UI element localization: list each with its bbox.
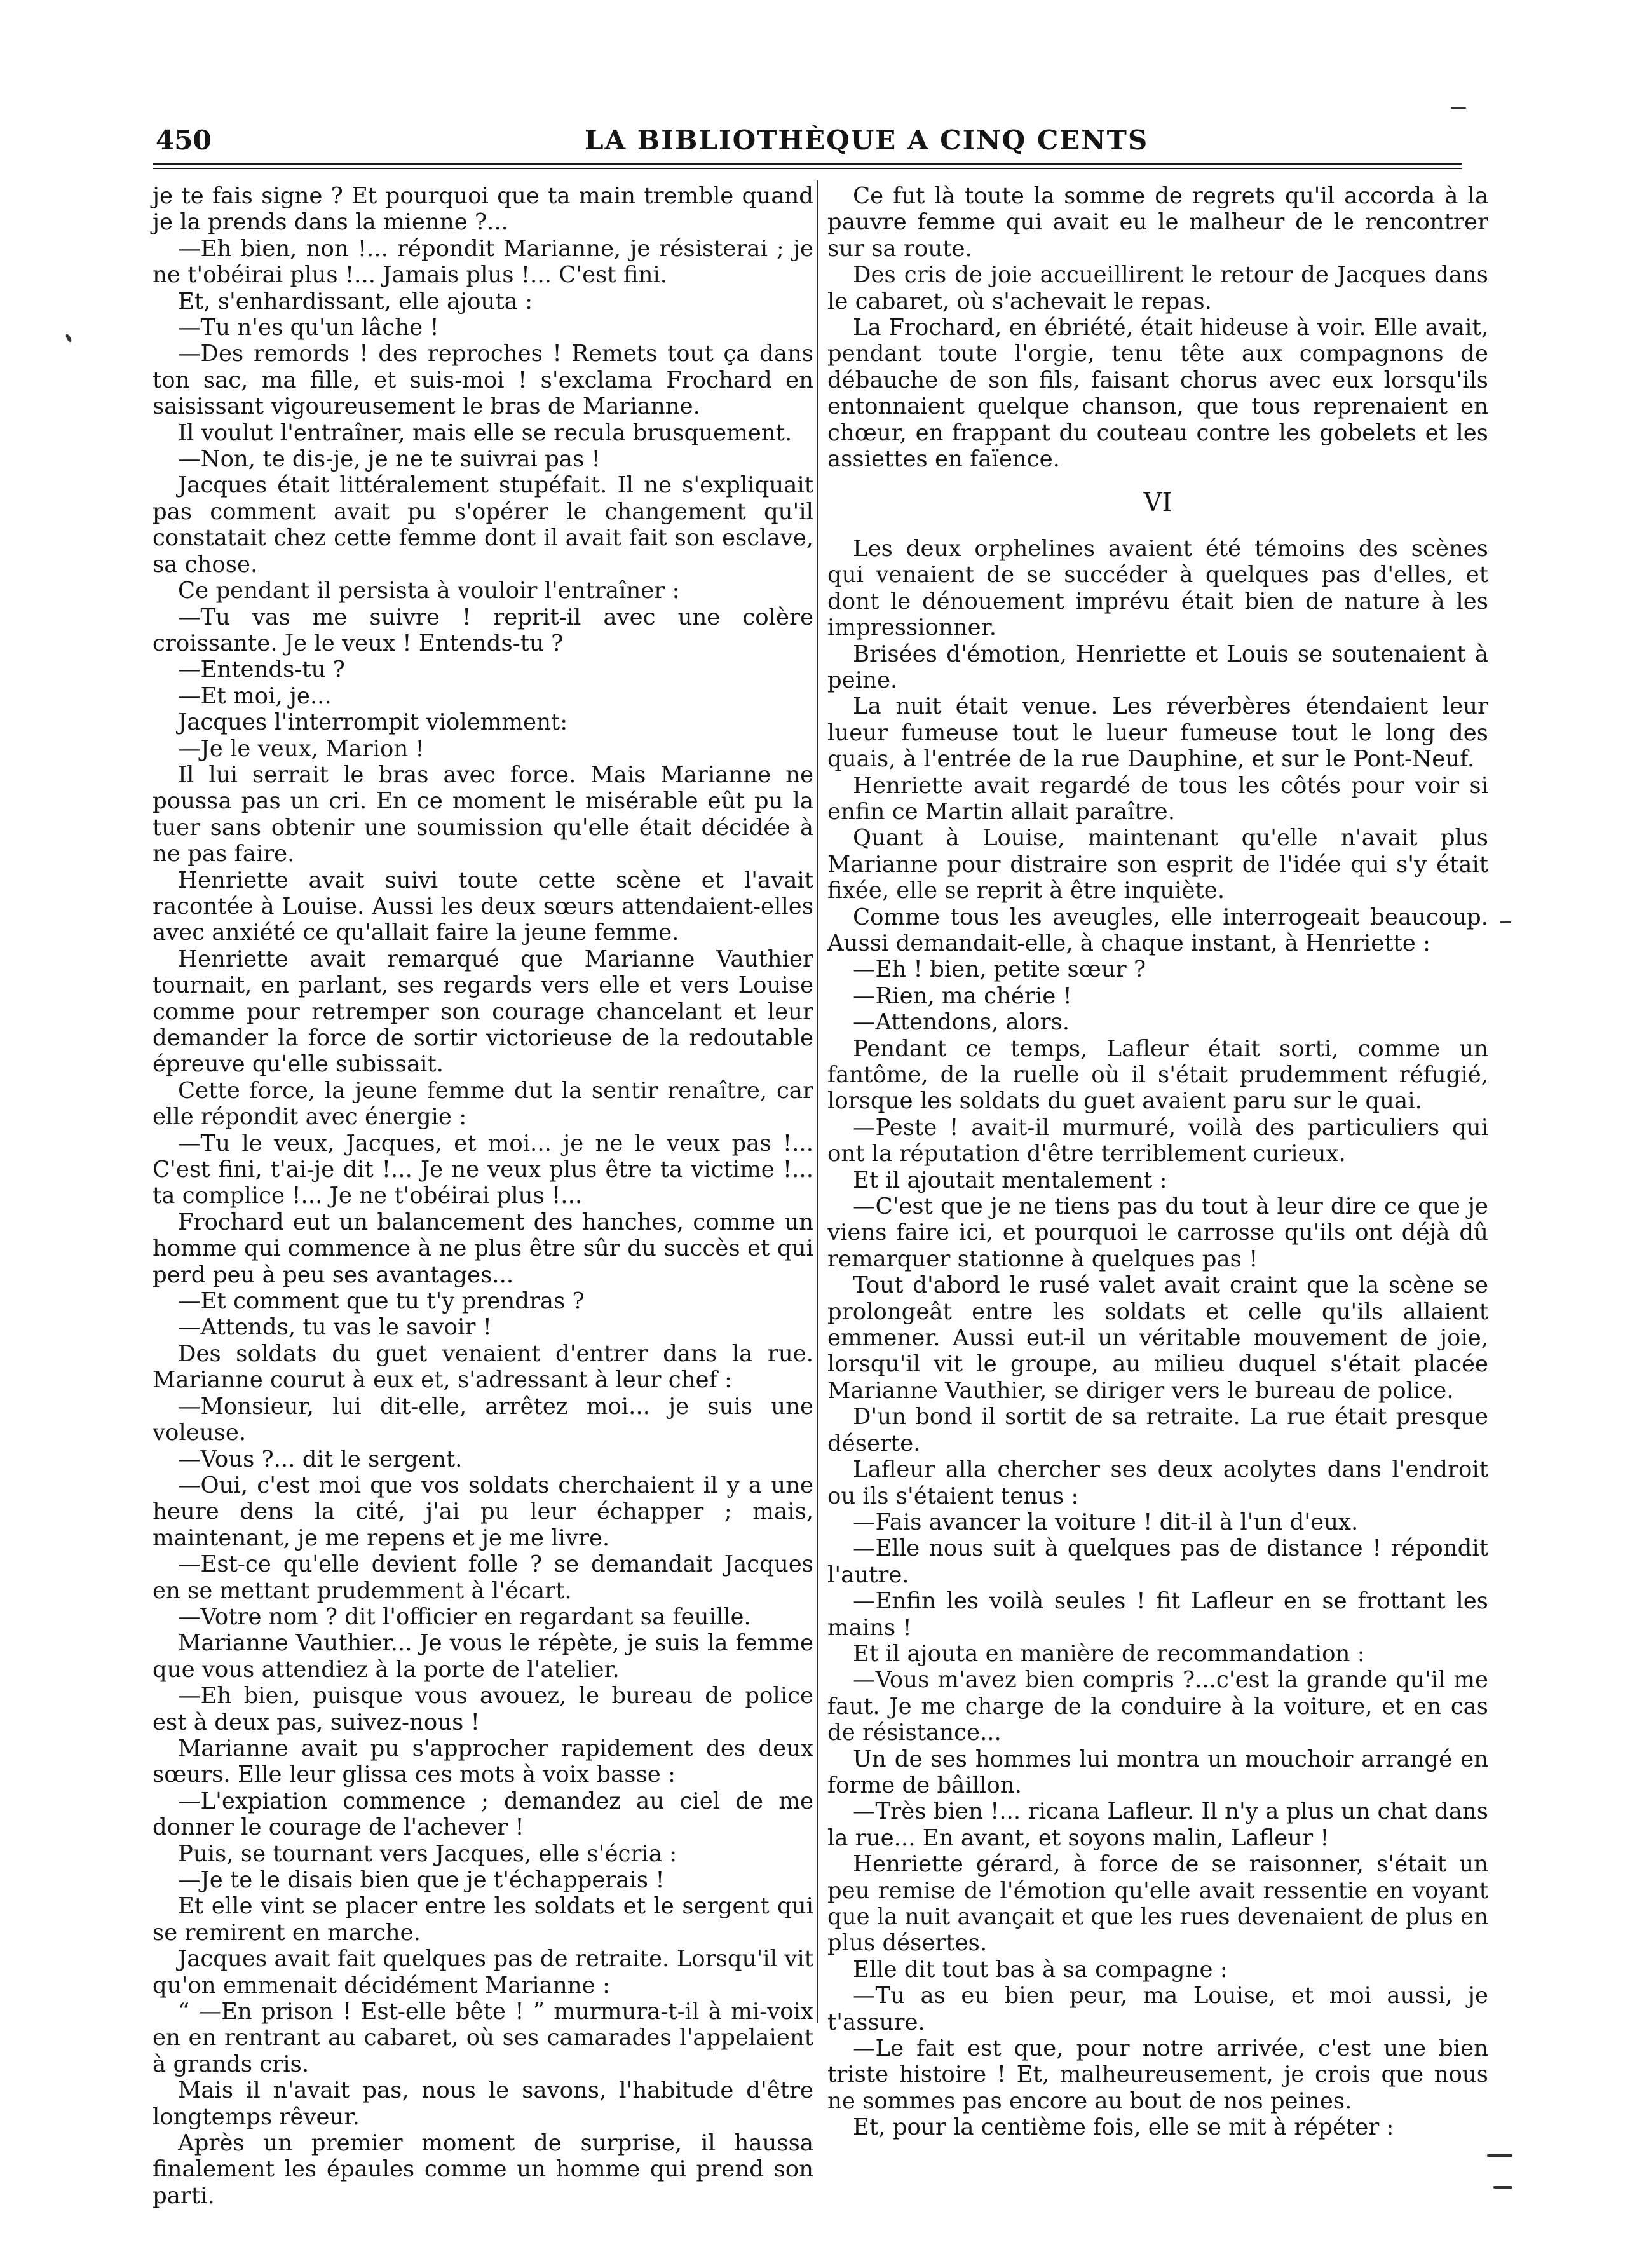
paragraph: Henriette gérard, à force de se raisonner, s'était un peu remise de l'émotion qu'elle avait ressentie en voyant que la nuit avançait et que les rues devenaient de plus en plus désertes. xyxy=(827,1851,1488,1957)
paragraph: —Peste ! avait-il murmuré, voilà des particuliers qui ont la réputation d'être terriblement curieux. xyxy=(827,1114,1488,1167)
paragraph: Marianne Vauthier... Je vous le répète, je suis la femme que vous attendiez à la porte de l'atelier. xyxy=(153,1630,813,1683)
left-text-column xyxy=(153,183,813,2209)
paragraph: La nuit était venue. Les réverbères étendaient leur lueur fumeuse tout le lueur fumeuse tout le long des quais, à l'entrée de la rue Dauphine, et sur le Pont-Neuf. xyxy=(827,693,1488,773)
paragraph: —Entends-tu ? xyxy=(178,656,345,683)
paragraph: —Votre nom ? dit l'officier en regardant sa feuille. xyxy=(178,1603,751,1630)
paragraph: —Tu n'es qu'un lâche ! xyxy=(178,315,439,341)
paragraph: —Monsieur, lui dit-elle, arrêtez moi... je suis une voleuse. xyxy=(153,1393,813,1446)
paragraph: Les deux orphelines avaient été témoins des scènes qui venaient de se succéder à quelques pas d'elles, et dont le dénouement imprévu était bien de nature à les impressionner. xyxy=(827,535,1488,641)
paragraph: Jacques était littéralement stupéfait. Il ne s'expliquait pas comment avait pu s'opérer le changement qu'il constatait chez cette femme dont il avait fait son esclave, sa chose. xyxy=(153,472,813,578)
paragraph: —Elle nous suit à quelques pas de distance ! répondit l'autre. xyxy=(827,1535,1488,1588)
paragraph: Après un premier moment de surprise, il haussa finalement les épaules comme un homme qui prend son parti. xyxy=(153,2130,813,2209)
print-speck xyxy=(1451,107,1466,109)
paragraph: —Tu as eu bien peur, ma Louise, et moi aussi, je t'assure. xyxy=(827,1983,1488,2035)
paragraph: Et, s'enhardissant, elle ajouta : xyxy=(178,288,533,315)
paragraph: —Je le veux, Marion ! xyxy=(178,735,424,762)
paragraph: D'un bond il sortit de sa retraite. La rue était presque déserte. xyxy=(827,1404,1488,1457)
paragraph: Brisées d'émotion, Henriette et Louis se soutenaient à peine. xyxy=(827,641,1488,693)
header-rule xyxy=(153,163,1462,165)
paragraph: Ce pendant il persista à vouloir l'entraîner : xyxy=(178,578,680,604)
paragraph: Henriette avait regardé de tous les côtés pour voir si enfin ce Martin allait paraître. xyxy=(827,772,1488,825)
paragraph: Un de ses hommes lui montra un mouchoir arrangé en forme de bâillon. xyxy=(827,1746,1488,1798)
paragraph: —Et moi, je... xyxy=(178,682,332,709)
print-speck xyxy=(65,333,72,343)
paragraph: —Attends, tu vas le savoir ! xyxy=(178,1314,492,1341)
paragraph: —Fais avancer la voiture ! dit-il à l'un d'eux. xyxy=(853,1509,1359,1535)
paragraph: —Le fait est que, pour notre arrivée, c'est une bien triste histoire ! Et, malheureusement, je crois que nous ne sommes pas encore au bout de nos peines. xyxy=(827,2035,1488,2114)
paragraph: Puis, se tournant vers Jacques, elle s'écria : xyxy=(178,1840,677,1867)
paragraph: —L'expiation commence ; demandez au ciel de me donner le courage de l'achever ! xyxy=(153,1788,813,1841)
paragraph: Elle dit tout bas à sa compagne : xyxy=(853,1956,1228,1983)
paragraph: Pendant ce temps, Lafleur était sorti, comme un fantôme, de la ruelle où il s'était prudemment réfugié, lorsque les soldats du guet avaient paru sur le quai. xyxy=(827,1035,1488,1115)
paragraph: Et elle vint se placer entre les soldats et le sergent qui se remirent en marche. xyxy=(153,1893,813,1946)
paragraph: —Non, te dis-je, je ne te suivrai pas ! xyxy=(178,446,601,473)
paragraph: Jacques avait fait quelques pas de retraite. Lorsqu'il vit qu'on emmenait décidément Marianne : xyxy=(153,1946,813,1999)
paragraph: Et il ajouta en manière de recommandation : xyxy=(853,1640,1365,1667)
paragraph: Il lui serrait le bras avec force. Mais Marianne ne poussa pas un cri. En ce moment le misérable eût pu la tuer sans obtenir une soumission qu'elle était décidée à ne pas faire. xyxy=(153,761,813,867)
paragraph: —Eh ! bien, petite sœur ? xyxy=(853,956,1146,983)
section-heading: VI xyxy=(1143,488,1172,518)
print-speck xyxy=(1487,2154,1512,2157)
paragraph: —Enfin les voilà seules ! fit Lafleur en se frottant les mains ! xyxy=(827,1588,1488,1641)
paragraph: —Attendons, alors. xyxy=(853,1009,1070,1036)
paragraph: Comme tous les aveugles, elle interrogeait beaucoup. Aussi demandait-elle, à chaque instant, à Henriette : xyxy=(827,904,1488,956)
paragraph: —Eh bien, non !... répondit Marianne, je résisterai ; je ne t'obéirai plus !... Jamais plus !... C'est fini. xyxy=(153,235,813,289)
paragraph: —Des remords ! des reproches ! Remets tout ça dans ton sac, ma fille, et suis-moi ! s'exclama Frochard en saisissant vigoureusement le bras de Marianne. xyxy=(153,341,813,420)
paragraph: Quant à Louise, maintenant qu'elle n'avait plus Marianne pour distraire son esprit de l'idée qui s'y était fixée, elle se reprit à être inquiète. xyxy=(827,825,1488,904)
paragraph: Et, pour la centième fois, elle se mit à répéter : xyxy=(853,2114,1394,2141)
paragraph: Lafleur alla chercher ses deux acolytes dans l'endroit ou ils s'étaient tenus : xyxy=(827,1457,1488,1509)
paragraph: —Tu vas me suivre ! reprit-il avec une colère croissante. Je le veux ! Entends-tu ? xyxy=(153,604,813,656)
paragraph: Tout d'abord le rusé valet avait craint que la scène se prolongeât entre les soldats et celle qu'ils allaient emmener. Aussi eut-il un véritable mouvement de joie, lorsqu'il vit le groupe, au milieu duquel s'était placée Marianne Vauthier, se diriger vers le bureau de police. xyxy=(827,1272,1488,1404)
paragraph: Des soldats du guet venaient d'entrer dans la rue. Marianne courut à eux et, s'adressant à leur chef : xyxy=(153,1340,813,1394)
right-text-column xyxy=(827,183,1488,2141)
paragraph: —C'est que je ne tiens pas du tout à leur dire ce que je viens faire ici, et pourquoi le carrosse qu'ils ont déjà dû remarquer stationne à quelques pas ! xyxy=(827,1193,1488,1272)
paragraph: —Eh bien, puisque vous avouez, le bureau de police est à deux pas, suivez-nous ! xyxy=(153,1683,813,1735)
paragraph: Frochard eut un balancement des hanches, comme un homme qui commence à ne plus être sûr du succès et qui perd peu à peu ses avantages... xyxy=(153,1209,813,1288)
column-divider xyxy=(817,180,818,2023)
paragraph: —Je te le disais bien que je t'échapperais ! xyxy=(178,1867,665,1893)
paragraph: Marianne avait pu s'approcher rapidement des deux sœurs. Elle leur glissa ces mots à voix basse : xyxy=(153,1735,813,1788)
paragraph: Henriette avait suivi toute cette scène et l'avait racontée à Louise. Aussi les deux sœurs attendaient-elles avec anxiété ce qu'allait faire la jeune femme. xyxy=(153,867,813,946)
paragraph: “ —En prison ! Est-elle bête ! ” murmura-t-il à mi-voix en en rentrant au cabaret, où ses camarades l'appelaient à grands cris. xyxy=(153,1999,813,2077)
print-speck xyxy=(1500,921,1511,923)
paragraph: je te fais signe ? Et pourquoi que ta main tremble quand je la prends dans la mienne ?... xyxy=(153,183,813,236)
paragraph: Henriette avait remarqué que Marianne Vauthier tournait, en parlant, ses regards vers elle et vers Louise comme pour retremper son courage chancelant et leur demander la force de sortir victorieuse de la redoutable épreuve qu'elle subissait. xyxy=(153,946,813,1078)
print-speck xyxy=(1493,2186,1512,2189)
paragraph: Mais il n'avait pas, nous le savons, l'habitude d'être longtemps rêveur. xyxy=(153,2077,813,2130)
paragraph: —Très bien !... ricana Lafleur. Il n'y a plus un chat dans la rue... En avant, et soyons malin, Lafleur ! xyxy=(827,1798,1488,1851)
paragraph: Ce fut là toute la somme de regrets qu'il accorda à la pauvre femme qui avait eu le malheur de le rencontrer sur sa route. xyxy=(827,183,1488,262)
paragraph: Cette force, la jeune femme dut la sentir renaître, car elle répondit avec énergie : xyxy=(153,1077,813,1131)
header-rule-thin xyxy=(153,168,1462,169)
paragraph: Des cris de joie accueillirent le retour de Jacques dans le cabaret, où s'achevait le repas. xyxy=(827,262,1488,315)
paragraph: Il voulut l'entraîner, mais elle se recula brusquement. xyxy=(178,419,792,446)
paragraph: —Rien, ma chérie ! xyxy=(853,982,1072,1009)
paragraph: La Frochard, en ébriété, était hideuse à voir. Elle avait, pendant toute l'orgie, tenu tête aux compagnons de débauche de son fils, faisant chorus avec eux lorsqu'ils entonnaient quelque chanson, que tous reprenaient en chœur, en frappant du couteau contre les gobelets et les assiettes en faïence. xyxy=(827,315,1488,473)
page-header-title: LA BIBLIOTHÈQUE A CINQ CENTS xyxy=(585,125,1149,156)
paragraph: —Vous ?... dit le sergent. xyxy=(178,1446,463,1472)
paragraph: —Tu le veux, Jacques, et moi... je ne le veux pas !... C'est fini, t'ai-je dit !... Je ne veux plus être ta victime !... ta complice !... Je ne t'obéirai plus !... xyxy=(153,1130,813,1209)
paragraph: Jacques l'interrompit violemment: xyxy=(178,709,568,736)
page-number: 450 xyxy=(156,125,212,156)
paragraph: Et il ajoutait mentalement : xyxy=(853,1167,1167,1193)
paragraph: —Et comment que tu t'y prendras ? xyxy=(178,1288,585,1315)
paragraph: —Est-ce qu'elle devient folle ? se demandait Jacques en se mettant prudemment à l'écart. xyxy=(153,1551,813,1604)
paragraph: —Oui, c'est moi que vos soldats cherchaient il y a une heure dens la cité, j'ai pu leur échapper ; mais, maintenant, je me repens et je me livre. xyxy=(153,1472,813,1551)
paragraph: —Vous m'avez bien compris ?...c'est la grande qu'il me faut. Je me charge de la conduire à la voiture, et en cas de résistance... xyxy=(827,1667,1488,1746)
